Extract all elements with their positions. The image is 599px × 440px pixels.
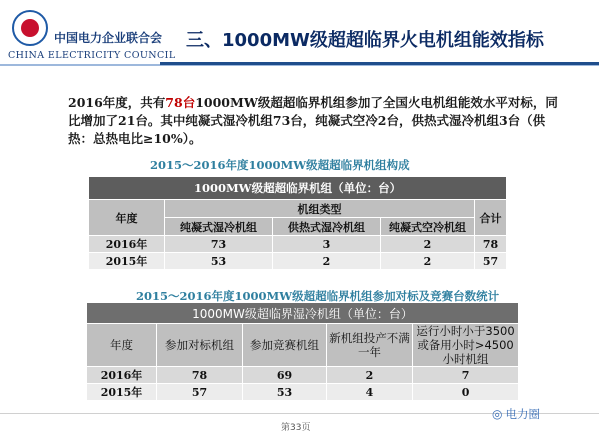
table-cell: 2016年 — [89, 236, 165, 253]
slide-title: 三、1000MW级超超临界火电机组能效指标 — [186, 30, 544, 51]
table1-col-header: 纯凝式湿冷机组 — [165, 218, 273, 236]
table-row — [89, 236, 507, 253]
table-cell: 78 — [157, 367, 243, 384]
table-cell: 4 — [327, 384, 413, 401]
table2-col-header: 年度 — [87, 324, 157, 367]
paragraph-highlight: 78台 — [165, 95, 196, 110]
table-cell: 53 — [165, 253, 273, 270]
table-cell: 2015年 — [87, 384, 157, 401]
table2-caption: 2015～2016年度1000MW级超超临界机组参加对标及竞赛台数统计 — [136, 289, 500, 303]
table-row — [89, 253, 507, 270]
table-cell: 57 — [157, 384, 243, 401]
paragraph-text-1: 2016年度，共有 — [68, 95, 166, 110]
table-cell: 69 — [243, 367, 327, 384]
table-cell: 2 — [381, 253, 475, 270]
table-row — [87, 384, 519, 401]
table1-head: 1000MW级超超临界机组（单位：台） — [89, 177, 507, 200]
table2-col-header: 新机组投产不满一年 — [327, 324, 413, 367]
cec-logo — [12, 10, 48, 46]
table-cell: 2016年 — [87, 367, 157, 384]
unit-composition-table — [88, 176, 507, 270]
table-cell: 53 — [243, 384, 327, 401]
table1-group-header: 机组类型 — [165, 200, 475, 218]
page-number: 第33页 — [281, 423, 311, 433]
table-cell: 2 — [273, 253, 381, 270]
table1-year-header: 年度 — [89, 200, 165, 236]
benchmark-participation-table — [86, 302, 519, 401]
table-cell: 2 — [381, 236, 475, 253]
table1-total-header: 合计 — [475, 200, 507, 236]
table2-col-header: 参加竞赛机组 — [243, 324, 327, 367]
table2-col-header: 参加对标机组 — [157, 324, 243, 367]
watermark — [492, 406, 540, 422]
table1-col-header: 纯凝式空冷机组 — [381, 218, 475, 236]
table-cell: 7 — [413, 367, 519, 384]
table-cell: 73 — [165, 236, 273, 253]
summary-paragraph — [68, 94, 568, 148]
table1-col-header: 供热式湿冷机组 — [273, 218, 381, 236]
wechat-icon: ◎ — [492, 407, 503, 421]
table2-col-header: 运行小时小于3500或备用小时>4500小时机组 — [413, 324, 519, 367]
table-cell: 57 — [475, 253, 507, 270]
org-name-en: CHINA ELECTRICITY COUNCIL — [8, 50, 176, 61]
table-cell: 2 — [327, 367, 413, 384]
table-row — [87, 367, 519, 384]
paragraph-text-2: 1000MW级超超临界机组参加了全国火电机组能效水平对标，同比增加了21台。其中纯凝式湿冷机组73台，纯凝式空冷2台，供热式湿冷机组3台（供热：总热电比≥10%）。 — [68, 95, 558, 146]
table2-head: 1000MW级超临界湿冷机组（单位：台） — [87, 303, 519, 324]
slide-header — [0, 0, 599, 74]
table-cell: 78 — [475, 236, 507, 253]
title-underline — [160, 62, 599, 65]
org-name-cn: 中国电力企业联合会 — [54, 31, 163, 45]
table-cell: 3 — [273, 236, 381, 253]
table-cell: 2015年 — [89, 253, 165, 270]
table1-caption: 2015～2016年度1000MW级超超临界机组构成 — [150, 158, 410, 172]
watermark-text: 电力圈 — [505, 407, 540, 421]
table-cell: 0 — [413, 384, 519, 401]
